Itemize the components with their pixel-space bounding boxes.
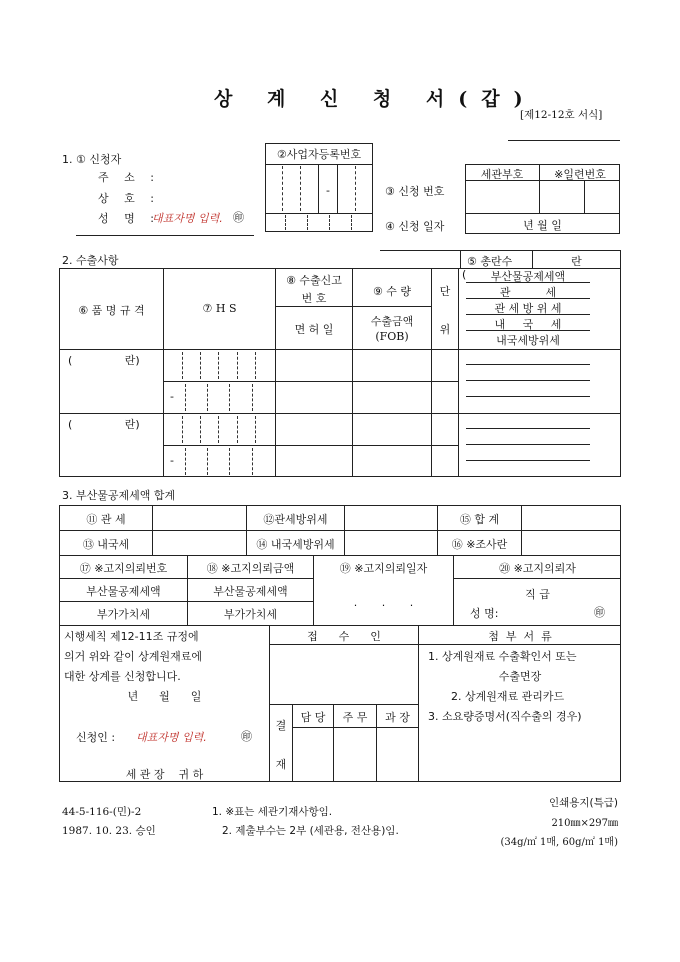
attachment-item: 2. 상계원재료 관리카드 (451, 690, 565, 703)
app-no-label: ③ 신청 번호 (385, 185, 445, 198)
digit-sep (252, 384, 253, 411)
declaration-line: 대한 상계를 신청합니다. (64, 670, 181, 683)
biz-reg-label: ②사업자등록번호 (276, 148, 362, 161)
approval-date: 1987. 10. 23. 승인 (62, 825, 156, 837)
tax-line (466, 444, 590, 445)
digit-sep (207, 384, 208, 411)
addressee: 세 관 장 귀 하 (125, 768, 204, 781)
customs-code-input[interactable] (466, 181, 538, 212)
digit-sep (237, 352, 238, 379)
requester-name-label: 성 명: (470, 607, 499, 620)
footer-note: 1. ※표는 세관기재사항임. (212, 806, 333, 818)
vat-label-2: 부가가치세 (223, 608, 278, 621)
section2-title: 2. 수출사항 (62, 254, 119, 267)
divider (465, 213, 620, 214)
serial-no-label: ※일련번호 (554, 168, 606, 181)
digit-sep (255, 416, 256, 443)
chief-label: 주 무 (342, 711, 368, 724)
customs-input[interactable] (153, 506, 245, 529)
tax-line (466, 460, 590, 461)
digit-sep (307, 215, 308, 230)
divider (453, 578, 621, 579)
name-input[interactable]: 대표자명 입력. (152, 212, 223, 225)
notice-no-label: ⑰ ※고지의뢰번호 (79, 562, 168, 575)
divider (76, 235, 254, 236)
digit-sep (200, 416, 201, 443)
notice-date-input[interactable]: . . . (353, 596, 414, 609)
seal-icon: ㊞ (594, 606, 605, 619)
byproduct-tax-label-2: 부산물공제세액 (213, 585, 288, 598)
divider (275, 306, 431, 307)
domestic-defense-input[interactable] (345, 531, 436, 554)
domestic-defense-label: ⑭ 내국세방위세 (256, 538, 335, 551)
col-amount: 수출금액 (370, 315, 414, 328)
tax-item: 관 세 (499, 286, 557, 299)
digit-sep (351, 215, 352, 230)
col-hs: ⑦ H S (202, 302, 237, 315)
divider (59, 349, 621, 350)
divider (380, 250, 460, 251)
approval-label-2: 재 (275, 758, 287, 771)
tax-line (466, 428, 590, 429)
approval-label: 결 (275, 719, 287, 732)
declaration-line: 시행세칙 제12-11조 규정에 (64, 630, 199, 643)
digit-sep (285, 215, 286, 230)
divider (163, 381, 458, 382)
divider (418, 625, 419, 782)
attachments-title: 첨 부 서 류 (488, 630, 552, 643)
divider (59, 601, 313, 602)
receiver-label: 접 수 인 (307, 630, 381, 643)
item-row-label[interactable]: ( 란) (68, 354, 140, 367)
digit-sep (200, 352, 201, 379)
tax-item: 부산물공제세액 (490, 270, 566, 283)
divider (466, 314, 590, 315)
staff-sign-box[interactable] (293, 728, 332, 781)
digit-sep (185, 448, 186, 475)
paper-weight: (34g/㎡ 1매, 60g/㎡ 1매) (500, 837, 618, 848)
form-number: [제12-12호 서식] (520, 109, 603, 121)
vat-label: 부가가치세 (96, 608, 151, 621)
col-unit-2: 위 (439, 323, 451, 336)
notice-amount-label: ⑱ ※고지의뢰금액 (206, 562, 295, 575)
tax-item: 내국세방위세 (496, 334, 560, 347)
col-export-no-2: 번 호 (301, 292, 327, 305)
customs-defense-label: ⑫관세방위세 (263, 513, 328, 526)
divider (59, 625, 621, 626)
declaration-line: 의거 위와 같이 상계원재료에 (64, 650, 203, 663)
digit-sep (237, 416, 238, 443)
attachment-item: 3. 소요량증명서(직수출의 경우) (428, 710, 582, 723)
attachment-item: 1. 상계원재료 수출확인서 또는 (428, 650, 577, 663)
divider (466, 298, 590, 299)
chief-sign-box[interactable] (334, 728, 375, 781)
item-row-label[interactable]: ( 란) (68, 418, 140, 431)
notice-date-label: ⑲ ※고지의뢰일자 (339, 562, 428, 575)
col-export-no: ⑧ 수출신고 (286, 274, 342, 287)
head-sign-box[interactable] (377, 728, 417, 781)
attachment-item: 수출면장 (498, 670, 542, 683)
divider (265, 213, 373, 214)
domestic-label: ⑬ 내국세 (82, 538, 130, 551)
inspection-input[interactable] (522, 531, 620, 554)
col-unit: 단 (439, 285, 451, 298)
hs-dash: - (170, 390, 174, 403)
applicant-label: 1. ① 신청자 (62, 153, 122, 166)
total-cols-label: ⑤ 총란수 (467, 255, 513, 268)
digit-sep (182, 352, 183, 379)
app-date-label: ④ 신청 일자 (385, 220, 445, 233)
tax-item: 관 세 방 위 세 (494, 302, 562, 315)
digit-sep (182, 416, 183, 443)
seal-icon: ㊞ (233, 211, 244, 224)
col-qty: ⑨ 수 량 (372, 285, 412, 298)
divider (163, 445, 458, 446)
rank-label: 직 급 (525, 588, 550, 601)
col-amount-fob: (FOB) (375, 330, 409, 343)
notice-requester-label: ⑳ ※고지의뢰자 (499, 562, 576, 575)
digit-sep (252, 448, 253, 475)
divider (466, 282, 590, 283)
tax-line (466, 364, 590, 365)
seal-icon: ㊞ (241, 730, 252, 743)
form-code: 44-5-116-(민)-2 (62, 806, 142, 818)
divider (59, 413, 621, 414)
customs-defense-input[interactable] (345, 506, 436, 529)
staff-label: 담 당 (300, 711, 326, 724)
serial-no-input[interactable] (540, 181, 619, 212)
paper-size: 210㎜×297㎜ (551, 818, 618, 829)
footer-note: 2. 제출부수는 2부 (세관용, 전산용)임. (222, 825, 399, 837)
divider (59, 555, 621, 556)
section3-title: 3. 부산물공제세액 합계 (62, 489, 176, 502)
customs-label: ⑪ 관 세 (86, 513, 126, 526)
biz-reg-input[interactable] (265, 164, 373, 213)
col-license-date: 면 허 일 (294, 323, 334, 336)
paper-type: 인쇄용지(특급) (548, 797, 618, 809)
digit-sep (218, 416, 219, 443)
address-label: 주 소 : (98, 171, 160, 184)
digit-sep (207, 448, 208, 475)
total-label: ⑮ 합 계 (459, 513, 500, 526)
total-cols-unit[interactable]: 란 (571, 255, 582, 268)
tax-line (466, 380, 590, 381)
tax-paren: ( (462, 268, 467, 281)
domestic-input[interactable] (153, 531, 245, 554)
digit-sep (218, 352, 219, 379)
name-label: 성 명 : (98, 212, 160, 225)
company-label: 상 호 : (98, 192, 160, 205)
head-label: 과 장 (385, 711, 410, 724)
byproduct-tax-label: 부산물공제세액 (86, 585, 161, 598)
hs-dash: - (170, 454, 174, 467)
col-item: ⑥ 품 명 규 격 (78, 304, 145, 317)
receiver-stamp-area[interactable] (270, 645, 418, 703)
customs-code-label: 세관부호 (480, 168, 524, 181)
digit-sep (229, 448, 230, 475)
divider (59, 578, 313, 579)
inspection-label: ⑯ ※조사란 (451, 538, 508, 551)
digit-sep (329, 215, 330, 230)
applicant-input[interactable]: 대표자명 입력. (136, 731, 207, 744)
total-input[interactable] (522, 506, 620, 529)
digit-sep (255, 352, 256, 379)
declaration-date[interactable]: 년 월 일 (127, 690, 202, 703)
digit-sep (229, 384, 230, 411)
applicant-label: 신청인 : (76, 731, 116, 744)
page-title: 상 계 신 청 서(갑) (214, 88, 537, 110)
tax-line (466, 396, 590, 397)
divider (466, 330, 590, 331)
tax-item: 내 국 세 (494, 318, 562, 331)
app-date-input[interactable]: 년 월 일 (523, 219, 562, 232)
biz-reg-dash: - (326, 184, 330, 197)
digit-sep (185, 384, 186, 411)
divider (458, 268, 459, 477)
divider (508, 140, 620, 141)
